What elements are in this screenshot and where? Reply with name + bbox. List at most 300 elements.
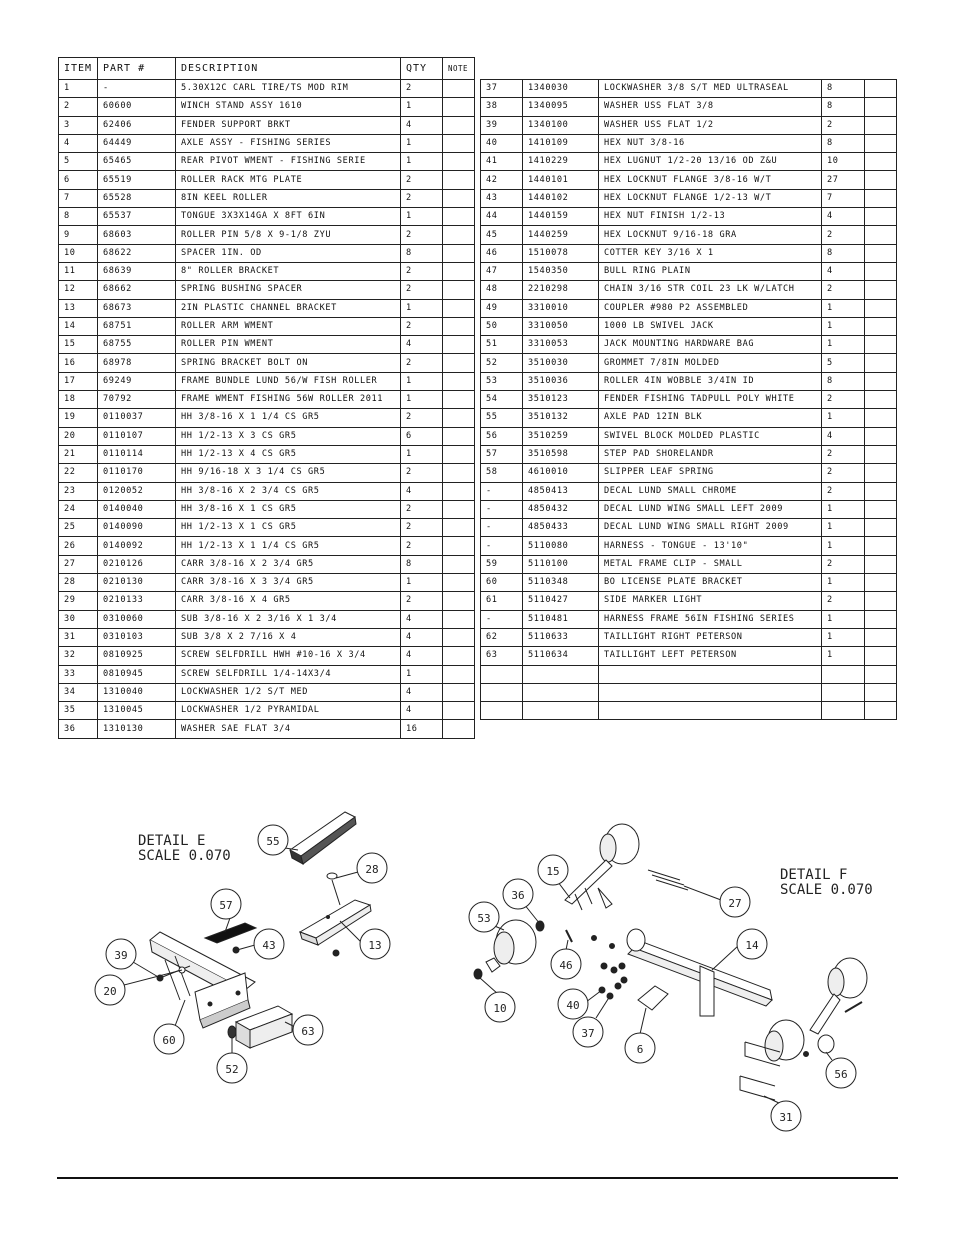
part-number-cell: 68622: [98, 244, 176, 262]
part-number-cell: 1540350: [523, 262, 599, 280]
note-cell: [443, 482, 475, 500]
table-row: [59, 464, 475, 482]
note-cell: [443, 372, 475, 390]
note-cell: [443, 116, 475, 134]
note-cell: [865, 665, 897, 683]
qty-cell: 2: [822, 281, 865, 299]
step-pad-part: [205, 923, 256, 943]
item-cell: 51: [481, 336, 523, 354]
description-cell: SUB 3/8 X 2 7/16 X 4: [176, 628, 401, 646]
note-cell: [443, 628, 475, 646]
item-cell: 15: [59, 336, 98, 354]
description-cell: TAILLIGHT LEFT PETERSON: [599, 647, 822, 665]
note-cell: [865, 555, 897, 573]
note-cell: [443, 647, 475, 665]
note-cell: [865, 262, 897, 280]
part-number-cell: 3510036: [523, 372, 599, 390]
item-cell: 1: [59, 80, 98, 98]
part-number-cell: 5110080: [523, 537, 599, 555]
qty-cell: 1: [401, 445, 443, 463]
part-number-cell: 3310010: [523, 299, 599, 317]
part-number-cell: 3510598: [523, 445, 599, 463]
description-cell: HH 1/2-13 X 1 1/4 CS GR5: [176, 537, 401, 555]
table-row: [481, 80, 897, 98]
qty-cell: 8: [401, 555, 443, 573]
item-cell: 53: [481, 372, 523, 390]
part-number-cell: 5110633: [523, 628, 599, 646]
table-row: [59, 153, 475, 171]
qty-cell: 8: [822, 244, 865, 262]
qty-cell: 4: [401, 628, 443, 646]
item-cell: 25: [59, 519, 98, 537]
description-cell: WASHER USS FLAT 1/2: [599, 116, 822, 134]
description-cell: 1000 LB SWIVEL JACK: [599, 317, 822, 335]
table-row: [59, 354, 475, 372]
item-cell: -: [481, 500, 523, 518]
part-number-cell: 0110037: [98, 409, 176, 427]
qty-cell: 8: [822, 98, 865, 116]
table-row: [481, 244, 897, 262]
note-cell: [443, 720, 475, 738]
table-row: [59, 391, 475, 409]
table-row: [59, 720, 475, 738]
note-cell: [443, 574, 475, 592]
item-cell: 35: [59, 702, 98, 720]
part-number-cell: 3510132: [523, 409, 599, 427]
table-row: [481, 262, 897, 280]
part-number-cell: 65519: [98, 171, 176, 189]
part-number-cell: 68603: [98, 226, 176, 244]
callout-31: 31: [779, 1111, 793, 1124]
item-cell: -: [481, 482, 523, 500]
qty-cell: 2: [401, 262, 443, 280]
part-number-cell: 3510030: [523, 354, 599, 372]
description-cell: BULL RING PLAIN: [599, 262, 822, 280]
qty-cell: 2: [401, 80, 443, 98]
qty-cell: 1: [401, 153, 443, 171]
callout-13: 13: [368, 939, 382, 952]
callout-37: 37: [581, 1027, 595, 1040]
note-cell: [865, 628, 897, 646]
qty-cell: 2: [401, 226, 443, 244]
description-cell: BO LICENSE PLATE BRACKET: [599, 574, 822, 592]
callout-28: 28: [365, 863, 379, 876]
bottom-rule: [57, 1177, 898, 1179]
qty-cell: 4: [822, 208, 865, 226]
table-header-row: [59, 58, 475, 80]
table-row: [481, 372, 897, 390]
part-number-cell: 68755: [98, 336, 176, 354]
table-row: [481, 592, 897, 610]
note-cell: [443, 299, 475, 317]
note-cell: [443, 409, 475, 427]
note-cell: [865, 464, 897, 482]
note-cell: [865, 702, 897, 720]
note-cell: [865, 244, 897, 262]
qty-cell: 8: [401, 244, 443, 262]
description-cell: 8IN KEEL ROLLER: [176, 189, 401, 207]
qty-cell: 4: [401, 647, 443, 665]
note-cell: [865, 171, 897, 189]
table-row: [481, 665, 897, 683]
qty-cell: 1: [822, 574, 865, 592]
item-cell: 18: [59, 391, 98, 409]
note-cell: [443, 281, 475, 299]
qty-cell: 6: [401, 427, 443, 445]
part-number-cell: [523, 683, 599, 701]
item-cell: 52: [481, 354, 523, 372]
callout-15: 15: [546, 865, 560, 878]
qty-cell: 8: [822, 134, 865, 152]
description-cell: ROLLER 4IN WOBBLE 3/4IN ID: [599, 372, 822, 390]
callout-46: 46: [559, 959, 573, 972]
note-cell: [443, 555, 475, 573]
note-cell: [865, 519, 897, 537]
description-cell: CHAIN 3/16 STR COIL 23 LK W/LATCH: [599, 281, 822, 299]
parts-table-left: [58, 57, 475, 739]
note-cell: [865, 372, 897, 390]
description-cell: HH 1/2-13 X 3 CS GR5: [176, 427, 401, 445]
part-number-cell: 0140092: [98, 537, 176, 555]
qty-cell: 1: [822, 299, 865, 317]
qty-cell: 2: [822, 555, 865, 573]
note-cell: [865, 98, 897, 116]
note-cell: [865, 336, 897, 354]
qty-cell: 2: [401, 500, 443, 518]
description-cell: ROLLER PIN WMENT: [176, 336, 401, 354]
part-number-cell: 0120052: [98, 482, 176, 500]
qty-cell: 2: [401, 409, 443, 427]
table-row: [481, 537, 897, 555]
part-number-cell: 1310130: [98, 720, 176, 738]
item-cell: 56: [481, 427, 523, 445]
qty-cell: 4: [401, 610, 443, 628]
description-cell: COUPLER #980 P2 ASSEMBLED: [599, 299, 822, 317]
item-cell: 42: [481, 171, 523, 189]
axle-pad-part: [290, 812, 356, 864]
item-cell: 44: [481, 208, 523, 226]
description-cell: ROLLER RACK MTG PLATE: [176, 171, 401, 189]
item-cell: -: [481, 519, 523, 537]
callout-60: 60: [162, 1034, 176, 1047]
description-cell: CARR 3/8-16 X 2 3/4 GR5: [176, 555, 401, 573]
item-cell: 34: [59, 683, 98, 701]
table-row: [481, 134, 897, 152]
note-cell: [865, 134, 897, 152]
note-cell: [865, 500, 897, 518]
item-cell: 62: [481, 628, 523, 646]
description-cell: LOCKWASHER 3/8 S/T MED ULTRASEAL: [599, 80, 822, 98]
item-cell: 3: [59, 116, 98, 134]
callout-57: 57: [219, 899, 233, 912]
part-number-cell: 70792: [98, 391, 176, 409]
note-cell: [443, 171, 475, 189]
table-row: [481, 574, 897, 592]
qty-cell: 2: [401, 189, 443, 207]
part-number-cell: 0210130: [98, 574, 176, 592]
description-cell: SIDE MARKER LIGHT: [599, 592, 822, 610]
part-number-cell: 68662: [98, 281, 176, 299]
part-number-cell: 1340030: [523, 80, 599, 98]
part-number-cell: 5110481: [523, 610, 599, 628]
item-cell: -: [481, 537, 523, 555]
note-cell: [443, 98, 475, 116]
description-cell: [599, 702, 822, 720]
part-number-cell: 1410109: [523, 134, 599, 152]
item-cell: 14: [59, 317, 98, 335]
part-number-cell: 0310103: [98, 628, 176, 646]
part-number-cell: 65528: [98, 189, 176, 207]
qty-cell: 1: [822, 500, 865, 518]
part-number-cell: 5110427: [523, 592, 599, 610]
table-row: [59, 336, 475, 354]
part-number-cell: 1340095: [523, 98, 599, 116]
part-number-cell: 5110100: [523, 555, 599, 573]
description-cell: [599, 683, 822, 701]
qty-cell: 1: [401, 391, 443, 409]
qty-cell: 1: [822, 647, 865, 665]
part-number-cell: 1510078: [523, 244, 599, 262]
description-cell: WASHER SAE FLAT 3/4: [176, 720, 401, 738]
table-row: [59, 134, 475, 152]
table-row: [481, 317, 897, 335]
part-number-cell: 3510123: [523, 391, 599, 409]
description-cell: FRAME BUNDLE LUND 56/W FISH ROLLER: [176, 372, 401, 390]
item-cell: 60: [481, 574, 523, 592]
item-cell: 2: [59, 98, 98, 116]
item-cell: 33: [59, 665, 98, 683]
item-cell: 50: [481, 317, 523, 335]
table-row: [59, 116, 475, 134]
table-row: [59, 189, 475, 207]
callout-20: 20: [103, 985, 117, 998]
table-row: [481, 409, 897, 427]
item-cell: 61: [481, 592, 523, 610]
part-number-cell: 60600: [98, 98, 176, 116]
qty-cell: 2: [822, 482, 865, 500]
description-cell: SPRING BUSHING SPACER: [176, 281, 401, 299]
qty-cell: 5: [822, 354, 865, 372]
table-row: [59, 445, 475, 463]
qty-cell: [822, 665, 865, 683]
item-cell: 8: [59, 208, 98, 226]
description-cell: HH 1/2-13 X 4 CS GR5: [176, 445, 401, 463]
qty-cell: 1: [401, 665, 443, 683]
qty-cell: 2: [401, 354, 443, 372]
callout-55: 55: [266, 835, 280, 848]
item-cell: 46: [481, 244, 523, 262]
header-item: ITEM: [59, 58, 98, 80]
exploded-assembly-drawings: [0, 790, 954, 1150]
item-cell: 28: [59, 574, 98, 592]
note-cell: [865, 574, 897, 592]
table-row: [59, 555, 475, 573]
table-row: [481, 427, 897, 445]
table-row: [59, 592, 475, 610]
table-row: [59, 574, 475, 592]
item-cell: 57: [481, 445, 523, 463]
qty-cell: 2: [822, 391, 865, 409]
description-cell: WINCH STAND ASSY 1610: [176, 98, 401, 116]
note-cell: [443, 153, 475, 171]
description-cell: HH 1/2-13 X 1 CS GR5: [176, 519, 401, 537]
table-row: [481, 464, 897, 482]
upper-roller-part: [565, 824, 639, 910]
description-cell: HEX LUGNUT 1/2-20 13/16 OD Z&U: [599, 153, 822, 171]
qty-cell: 4: [401, 336, 443, 354]
part-number-cell: 0110170: [98, 464, 176, 482]
note-cell: [443, 464, 475, 482]
description-cell: SLIPPER LEAF SPRING: [599, 464, 822, 482]
note-cell: [865, 226, 897, 244]
item-cell: 5: [59, 153, 98, 171]
note-cell: [443, 702, 475, 720]
item-cell: [481, 702, 523, 720]
table-row: [481, 482, 897, 500]
qty-cell: 2: [822, 116, 865, 134]
callout-53: 53: [477, 912, 491, 925]
table-row: [481, 299, 897, 317]
header-description: DESCRIPTION: [176, 58, 401, 80]
note-cell: [443, 519, 475, 537]
qty-cell: 27: [822, 171, 865, 189]
description-cell: AXLE PAD 12IN BLK: [599, 409, 822, 427]
description-cell: TAILLIGHT RIGHT PETERSON: [599, 628, 822, 646]
item-cell: 38: [481, 98, 523, 116]
qty-cell: 4: [401, 482, 443, 500]
note-cell: [443, 427, 475, 445]
part-number-cell: 0110114: [98, 445, 176, 463]
part-number-cell: [523, 702, 599, 720]
description-cell: SCREW SELFDRILL HWH #10-16 X 3/4: [176, 647, 401, 665]
table-row: [481, 354, 897, 372]
note-cell: [443, 445, 475, 463]
note-cell: [443, 665, 475, 683]
part-number-cell: 0110107: [98, 427, 176, 445]
qty-cell: 1: [822, 610, 865, 628]
item-cell: 7: [59, 189, 98, 207]
qty-cell: 4: [822, 427, 865, 445]
description-cell: 8" ROLLER BRACKET: [176, 262, 401, 280]
item-cell: 36: [59, 720, 98, 738]
qty-cell: 2: [822, 226, 865, 244]
description-cell: FRAME WMENT FISHING 56W ROLLER 2011: [176, 391, 401, 409]
note-cell: [865, 445, 897, 463]
part-number-cell: 1440159: [523, 208, 599, 226]
item-cell: 13: [59, 299, 98, 317]
note-cell: [865, 683, 897, 701]
part-number-cell: 1310045: [98, 702, 176, 720]
description-cell: HEX LOCKNUT FLANGE 3/8-16 W/T: [599, 171, 822, 189]
qty-cell: 1: [401, 208, 443, 226]
part-number-cell: 68751: [98, 317, 176, 335]
description-cell: 2IN PLASTIC CHANNEL BRACKET: [176, 299, 401, 317]
table-row: [59, 244, 475, 262]
qty-cell: 2: [401, 464, 443, 482]
description-cell: REAR PIVOT WMENT - FISHING SERIE: [176, 153, 401, 171]
qty-cell: 2: [822, 464, 865, 482]
item-cell: 39: [481, 116, 523, 134]
note-cell: [443, 226, 475, 244]
table-row: [481, 610, 897, 628]
header-note: NOTE: [443, 58, 475, 80]
note-cell: [865, 189, 897, 207]
item-cell: 59: [481, 555, 523, 573]
table-row: [59, 665, 475, 683]
table-row: [481, 208, 897, 226]
part-number-cell: 3310050: [523, 317, 599, 335]
table-row: [481, 628, 897, 646]
qty-cell: 4: [822, 262, 865, 280]
callout-43: 43: [262, 939, 276, 952]
note-cell: [865, 592, 897, 610]
item-cell: 48: [481, 281, 523, 299]
part-number-cell: 68673: [98, 299, 176, 317]
table-row: [59, 171, 475, 189]
part-number-cell: 1410229: [523, 153, 599, 171]
part-number-cell: 0310060: [98, 610, 176, 628]
item-cell: 20: [59, 427, 98, 445]
part-number-cell: 0210133: [98, 592, 176, 610]
item-cell: 45: [481, 226, 523, 244]
part-number-cell: 0810945: [98, 665, 176, 683]
qty-cell: 7: [822, 189, 865, 207]
table-row: [59, 80, 475, 98]
description-cell: HH 3/8-16 X 1 CS GR5: [176, 500, 401, 518]
table-row: [59, 372, 475, 390]
qty-cell: 4: [401, 702, 443, 720]
item-cell: 23: [59, 482, 98, 500]
item-cell: 40: [481, 134, 523, 152]
table-row: [481, 153, 897, 171]
description-cell: TONGUE 3X3X14GA X 8FT 6IN: [176, 208, 401, 226]
note-cell: [443, 500, 475, 518]
part-number-cell: 65465: [98, 153, 176, 171]
table-row: [59, 281, 475, 299]
description-cell: DECAL LUND SMALL CHROME: [599, 482, 822, 500]
table-row: [59, 299, 475, 317]
item-cell: 24: [59, 500, 98, 518]
table-row: [59, 409, 475, 427]
note-cell: [865, 427, 897, 445]
qty-cell: 1: [401, 299, 443, 317]
part-number-cell: 0140090: [98, 519, 176, 537]
description-cell: HEX NUT 3/8-16: [599, 134, 822, 152]
description-cell: ROLLER ARM WMENT: [176, 317, 401, 335]
qty-cell: 4: [401, 116, 443, 134]
note-cell: [865, 537, 897, 555]
table-row: [59, 482, 475, 500]
part-number-cell: 5110634: [523, 647, 599, 665]
description-cell: DECAL LUND WING SMALL RIGHT 2009: [599, 519, 822, 537]
description-cell: 5.30X12C CARL TIRE/TS MOD RIM: [176, 80, 401, 98]
table-row: [59, 610, 475, 628]
table-row: [59, 537, 475, 555]
qty-cell: 2: [401, 537, 443, 555]
table-row: [481, 555, 897, 573]
description-cell: METAL FRAME CLIP - SMALL: [599, 555, 822, 573]
part-number-cell: [523, 665, 599, 683]
table-row: [481, 683, 897, 701]
qty-cell: 4: [401, 683, 443, 701]
item-cell: 55: [481, 409, 523, 427]
description-cell: SPRING BRACKET BOLT ON: [176, 354, 401, 372]
note-cell: [443, 592, 475, 610]
table-row: [59, 628, 475, 646]
item-cell: 17: [59, 372, 98, 390]
note-cell: [865, 317, 897, 335]
table-row: [59, 226, 475, 244]
